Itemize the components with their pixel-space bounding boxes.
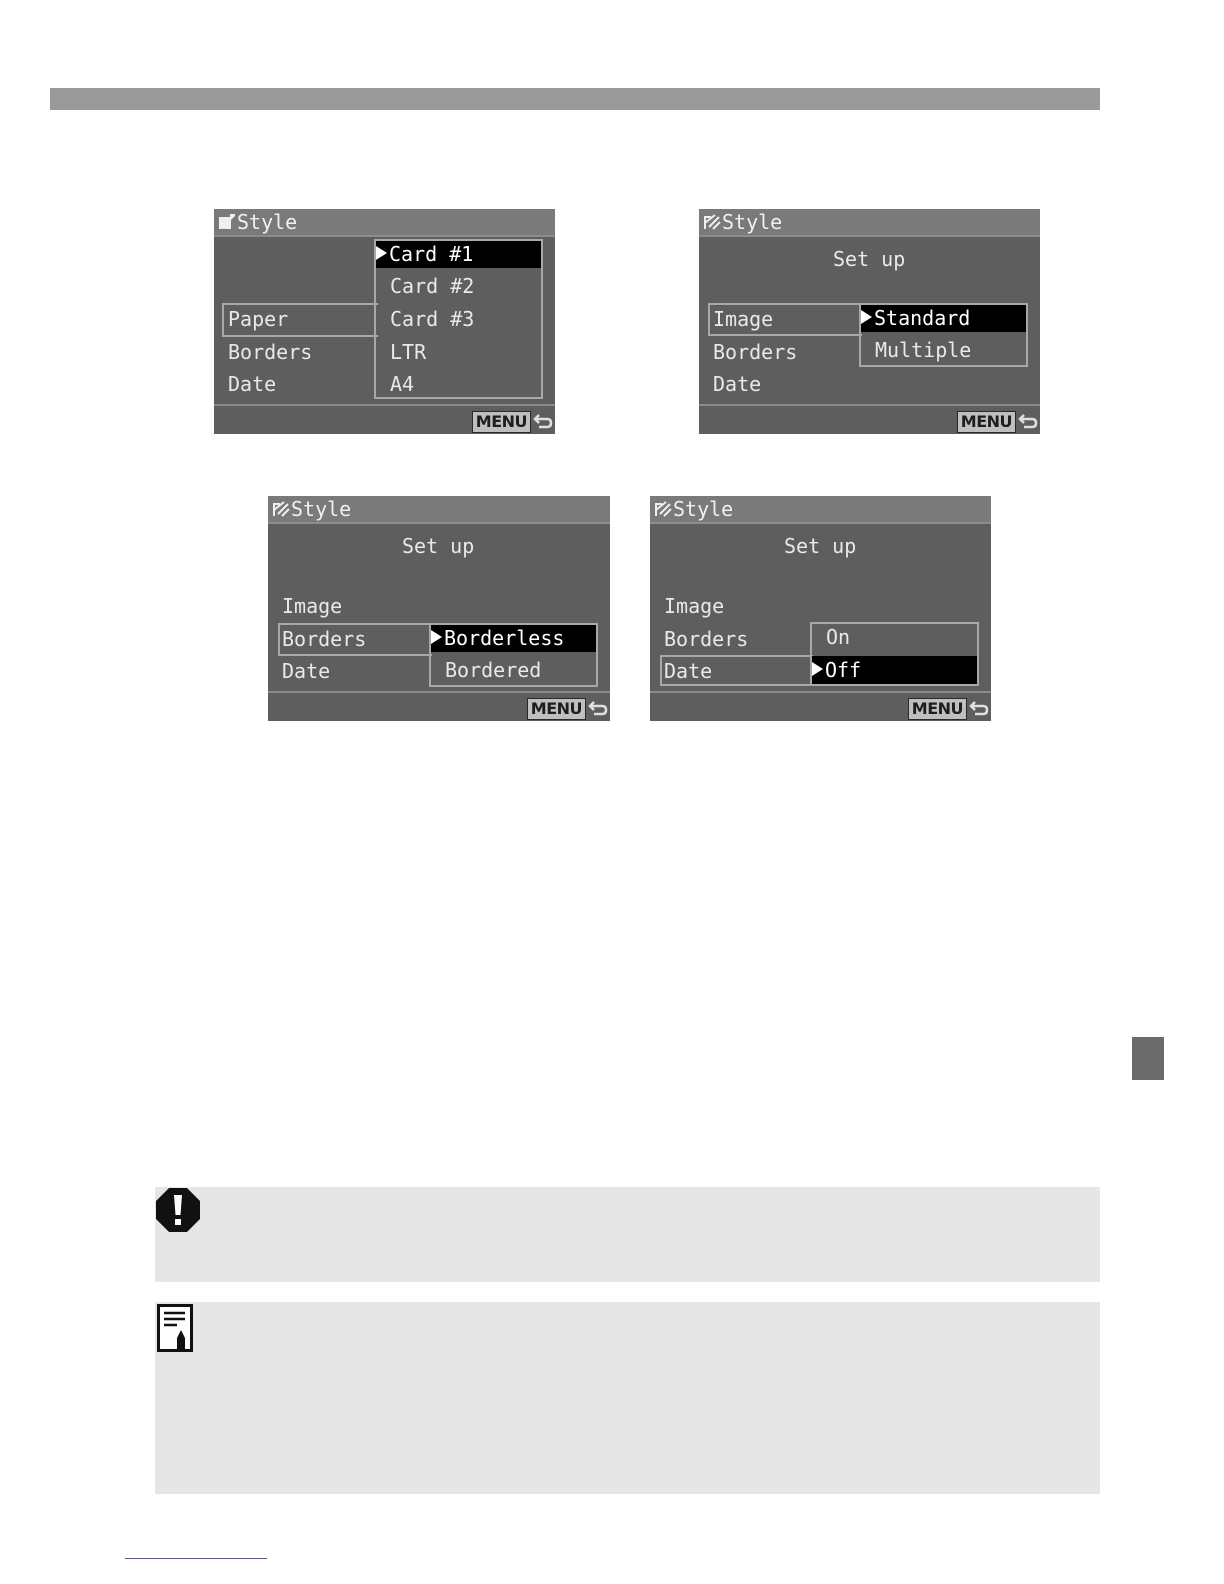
selection-arrow-icon — [431, 630, 442, 644]
selection-arrow-icon — [861, 310, 872, 324]
menu-item-borders[interactable]: Borders — [282, 627, 367, 651]
option-off[interactable]: Off — [812, 660, 861, 680]
footer-link-underline[interactable] — [125, 1558, 267, 1559]
menu-return-button[interactable] — [908, 698, 989, 720]
print-style-icon — [653, 499, 673, 522]
option-card-2[interactable]: Card #2 — [390, 274, 475, 298]
caution-icon — [155, 1187, 201, 1233]
option-on[interactable]: On — [826, 625, 851, 649]
screen-title-bar — [214, 209, 555, 237]
menu-item-date[interactable]: Date — [713, 372, 762, 396]
option-ltr[interactable]: LTR — [390, 340, 427, 364]
option-multiple[interactable]: Multiple — [875, 338, 972, 362]
menu-item-date[interactable]: Date — [282, 659, 331, 683]
print-style-icon — [702, 212, 722, 235]
selection-arrow-icon — [812, 662, 823, 676]
option-card-3[interactable]: Card #3 — [390, 307, 475, 331]
return-icon — [533, 413, 553, 431]
screen-title-bar — [268, 496, 610, 524]
footer-divider — [214, 404, 555, 406]
menu-item-date[interactable]: Date — [228, 372, 277, 396]
footer-divider — [650, 691, 991, 693]
print-style-icon — [271, 499, 291, 522]
return-icon — [588, 700, 608, 718]
option-standard[interactable]: Standard — [861, 308, 970, 328]
header-bar — [50, 88, 1100, 110]
menu-item-image[interactable]: Image — [664, 594, 725, 618]
lcd-screen-image — [699, 209, 1040, 434]
caution-box — [155, 1187, 1100, 1282]
menu-label: MENU — [908, 698, 967, 720]
footer-divider — [268, 691, 610, 693]
return-icon — [969, 700, 989, 718]
menu-label: MENU — [472, 411, 531, 433]
menu-return-button[interactable] — [527, 698, 608, 720]
option-bordered[interactable]: Bordered — [445, 658, 542, 682]
screen-title: Style — [237, 210, 298, 234]
screen-title: Style — [722, 210, 783, 234]
menu-item-paper[interactable]: Paper — [228, 307, 289, 331]
menu-return-button[interactable] — [472, 411, 553, 433]
chapter-tab — [1132, 1037, 1164, 1080]
screen-title: Style — [291, 497, 352, 521]
lcd-screen-paper — [214, 209, 555, 434]
option-borderless[interactable]: Borderless — [431, 628, 564, 648]
memo-box — [155, 1302, 1100, 1494]
menu-return-button[interactable] — [957, 411, 1038, 433]
screen-heading: Set up — [784, 534, 857, 558]
return-icon — [1018, 413, 1038, 431]
screen-heading: Set up — [833, 247, 906, 271]
screen-title-bar — [650, 496, 991, 524]
menu-item-date[interactable]: Date — [664, 659, 713, 683]
menu-label: MENU — [527, 698, 586, 720]
screen-title-bar — [699, 209, 1040, 237]
selection-arrow-icon — [376, 246, 387, 260]
lcd-screen-borders — [268, 496, 610, 721]
screen-title: Style — [673, 497, 734, 521]
footer-divider — [699, 404, 1040, 406]
screen-heading: Set up — [402, 534, 475, 558]
option-card-1[interactable]: Card #1 — [376, 244, 473, 264]
menu-item-borders[interactable]: Borders — [713, 340, 798, 364]
menu-label: MENU — [957, 411, 1016, 433]
menu-item-borders[interactable]: Borders — [228, 340, 313, 364]
print-style-icon — [217, 212, 237, 235]
menu-item-borders[interactable]: Borders — [664, 627, 749, 651]
menu-item-image[interactable]: Image — [282, 594, 343, 618]
menu-item-image[interactable]: Image — [713, 307, 774, 331]
option-a4[interactable]: A4 — [390, 372, 415, 396]
lcd-screen-date — [650, 496, 991, 721]
memo-icon — [157, 1304, 195, 1354]
